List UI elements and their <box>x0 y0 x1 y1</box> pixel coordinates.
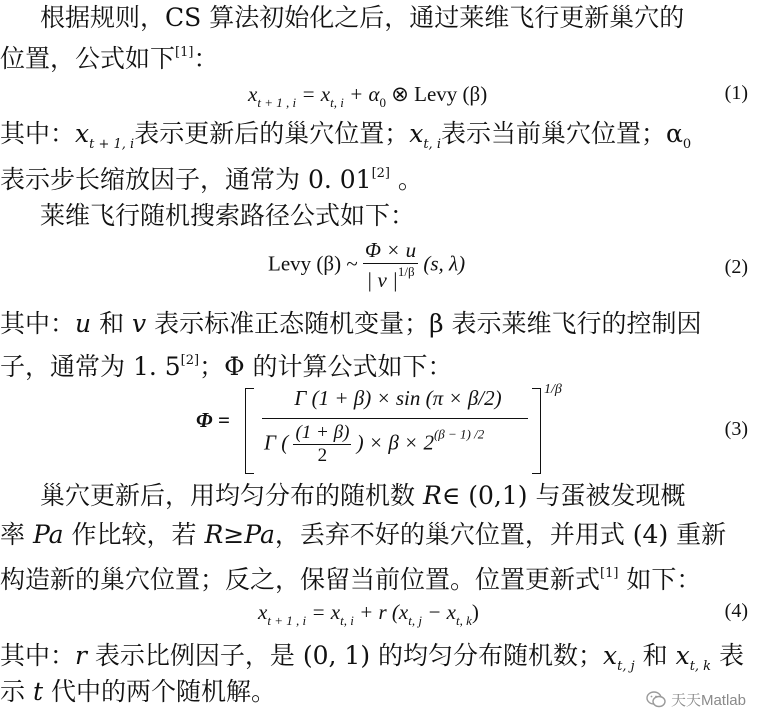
eq2-fraction <box>363 238 418 293</box>
reference-marker: [1] <box>175 45 194 60</box>
eq4-plus: + r (x <box>353 600 409 624</box>
eq4-s3: t, j <box>408 613 422 628</box>
eq2-left: Levy (β) ~ <box>268 251 358 276</box>
para2-b: 表示更新后的巢穴位置； <box>134 119 410 148</box>
para6-line2 <box>0 676 276 708</box>
eq2-den-text: | v | <box>366 268 398 292</box>
eq3-outer-sup: 1/β <box>544 382 562 397</box>
eq1-sub-left: t + 1 , i <box>257 95 297 110</box>
para5-R2: R <box>204 520 224 549</box>
watermark-text: 天天Matlab <box>670 692 746 709</box>
para5-line2-a: 率 <box>0 520 33 549</box>
eq1-sub-mid: t, i <box>330 95 344 110</box>
eq2-right: (s, λ) <box>423 251 466 276</box>
eq4-s2: t, i <box>340 613 354 628</box>
eq2-numerator: Φ × u <box>364 238 417 262</box>
para6-x: x <box>603 641 618 670</box>
para5-line2 <box>0 519 726 551</box>
para1-line1 <box>40 2 684 34</box>
eq3-den-a: Γ ( <box>264 430 289 455</box>
eq1-x: x <box>248 82 258 106</box>
para2-alpha-sub: 0 <box>682 137 692 152</box>
eq1-alpha-sub: 0 <box>379 95 387 110</box>
eq4-x1: x <box>258 600 268 624</box>
eq4-eq: = x <box>306 600 341 624</box>
para1-line2 <box>0 37 218 75</box>
equation-2 <box>268 238 465 293</box>
para1-line1-text: 根据规则，CS 算法初始化之后，通过莱维飞行更新巢穴的 <box>40 3 685 32</box>
eq4-close: ) <box>471 600 479 624</box>
equation-1 <box>248 82 487 111</box>
eq3-den-sup: (β − 1) /2 <box>433 426 485 442</box>
eq4-minus: − x <box>421 600 456 624</box>
equation-4 <box>258 600 479 629</box>
para2-c: 表示当前巢穴位置；α <box>440 119 683 148</box>
para6-s: t, j <box>617 659 635 674</box>
para2-x: x <box>75 119 90 148</box>
para1-line2-end: ： <box>193 44 219 73</box>
para4-line1 <box>0 308 702 340</box>
equation-3-number: (3) <box>724 418 748 440</box>
eq1-eq: = x <box>296 82 331 106</box>
para5-Pa2: Pa <box>244 520 275 549</box>
para2-line2-end: 。 <box>389 165 423 194</box>
para2-sub: t + 1, i <box>89 137 135 152</box>
para4-line2-b: ；Φ 的计算公式如下： <box>199 352 453 381</box>
para2-line2 <box>0 158 423 196</box>
para6-line2-b: 代中的两个随机解。 <box>43 677 276 706</box>
para2-a: 其中： <box>0 119 76 148</box>
eq4-s4: t, k <box>455 613 472 628</box>
para6-s2: t, k <box>689 659 712 674</box>
para5-b: ∈ (0,1) 与蛋被发现概 <box>441 481 686 510</box>
para4-u: u <box>75 309 92 338</box>
para5-R: R <box>422 481 442 510</box>
para4-c: 表示标准正态随机变量；β 表示莱维飞行的控制因 <box>146 309 702 338</box>
para6-r: r <box>75 641 87 670</box>
equation-4-number: (4) <box>724 600 748 622</box>
para2-x2: x <box>409 119 424 148</box>
eq3-fraction-bar <box>262 418 528 419</box>
para3-line1 <box>40 200 415 232</box>
para6-b: 表示比例因子，是 (0, 1) 的均匀分布随机数； <box>86 641 604 670</box>
para5-a: 巢穴更新后，用均匀分布的随机数 <box>40 481 423 510</box>
para6-d: 表 <box>711 641 745 670</box>
eq1-alpha: + α <box>343 82 380 106</box>
eq3-numerator <box>268 386 528 411</box>
reference-marker: [2] <box>180 353 200 368</box>
eq1-levy: ⊗ Levy (β) <box>386 82 488 106</box>
equation-2-number: (2) <box>724 256 748 278</box>
eq3-right-bracket <box>532 388 541 474</box>
para6-t: t <box>32 677 43 706</box>
para1-line2-text: 位置，公式如下 <box>0 44 176 73</box>
para6-line2-a: 示 <box>0 677 33 706</box>
para5-line1 <box>40 480 685 512</box>
para4-line2-text: 子，通常为 1. 5 <box>0 352 181 381</box>
para5-line3-text: 构造新的巢穴位置；反之，保留当前位置。位置更新式 <box>0 565 601 594</box>
para2-sub2: t, i <box>423 137 441 152</box>
para5-line3-end: 如下： <box>618 565 702 594</box>
para2-line2-text: 表示步长缩放因子，通常为 0. 01 <box>0 165 372 194</box>
eq3-left: Φ = <box>196 408 230 432</box>
eq3-den-frac-num: (1 + β) <box>295 422 350 443</box>
eq3-left-bracket <box>245 388 254 474</box>
eq3-denominator <box>264 422 484 467</box>
eq3-den-frac-den: 2 <box>293 444 351 467</box>
reference-marker: [2] <box>371 166 390 181</box>
para5-Pa: Pa <box>32 520 64 549</box>
para2-line1 <box>0 118 691 161</box>
eq3-den-fraction <box>293 422 351 467</box>
para4-a: 其中： <box>0 309 76 338</box>
eq3-num-text: Γ (1 + β) × sin (π × β/2) <box>294 386 502 410</box>
para4-b: 和 <box>91 309 133 338</box>
para6-c: 和 <box>634 641 676 670</box>
wechat-icon <box>646 691 666 708</box>
para5-line3 <box>0 558 701 596</box>
watermark <box>646 689 746 710</box>
eq2-den-sup: 1/β <box>397 264 415 279</box>
equation-1-number: (1) <box>724 82 748 104</box>
para6-x2: x <box>675 641 690 670</box>
eq2-denominator <box>363 263 418 293</box>
para3-text: 莱维飞行随机搜索路径公式如下： <box>40 201 416 230</box>
eq4-s1: t + 1 , i <box>267 613 307 628</box>
eq3-den-b: ) × β × 2 <box>356 430 434 455</box>
para5-line2-b: 作比较，若 <box>63 520 205 549</box>
para5-geq: ≥ <box>223 520 245 549</box>
para4-v: v <box>132 309 147 338</box>
reference-marker: [1] <box>600 566 619 581</box>
para4-line2 <box>0 345 453 383</box>
para6-a: 其中： <box>0 641 76 670</box>
para5-line2-d: ，丢弃不好的巢穴位置，并用式 (4) 重新 <box>274 520 727 549</box>
